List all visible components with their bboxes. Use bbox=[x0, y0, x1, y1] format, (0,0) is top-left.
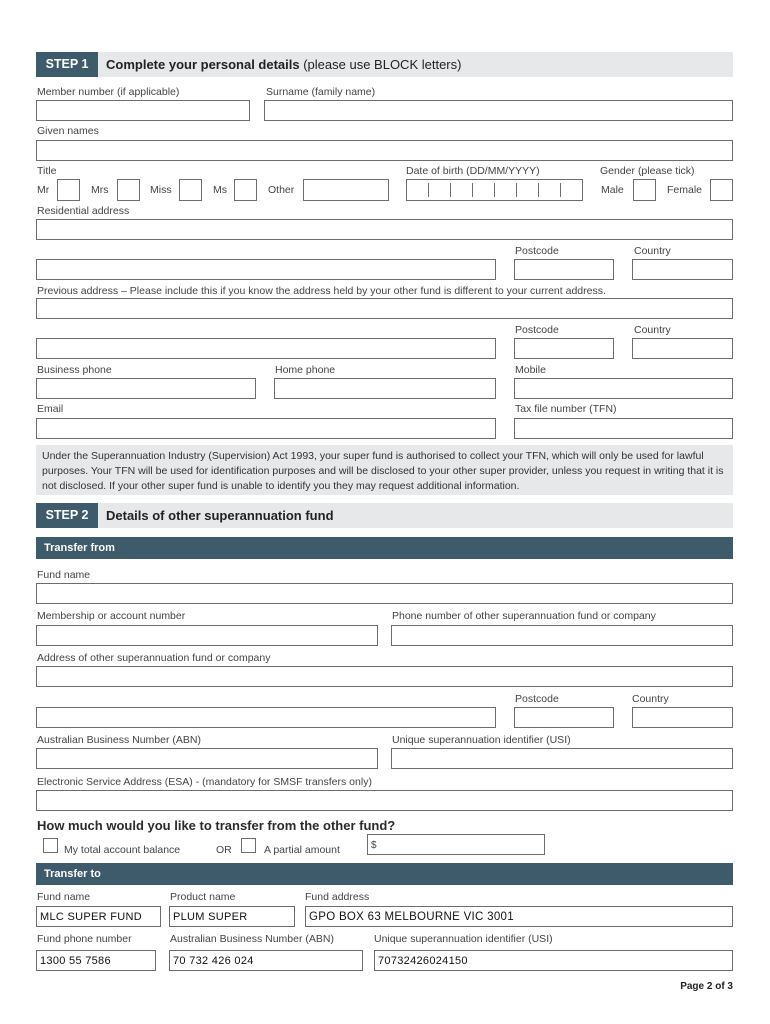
fund-country-label: Country bbox=[632, 693, 669, 705]
tfn-notice: Under the Superannuation Industry (Supervision) Act 1993, your super fund is authorised to collect your TFN, which will only be used for lawful purposes. Your TFN will be used for identification purposes and will be disclosed to your other super provider, unless you request in writing that it is not disclosed. If your other super fund is unable to identify you they may request additional information. bbox=[36, 445, 733, 495]
usi-input[interactable] bbox=[391, 748, 733, 769]
title-other-input[interactable] bbox=[303, 179, 389, 201]
to-address-label: Fund address bbox=[305, 891, 370, 903]
esa-label: Electronic Service Address (ESA) - (mandatory for SMSF transfers only) bbox=[37, 776, 372, 788]
to-abn-label: Australian Business Number (ABN) bbox=[170, 933, 334, 945]
membership-label: Membership or account number bbox=[37, 610, 186, 622]
to-fund-name-label: Fund name bbox=[37, 891, 91, 903]
to-phone-input[interactable] bbox=[36, 950, 156, 971]
title-mr-label: Mr bbox=[37, 184, 50, 196]
total-balance-checkbox[interactable] bbox=[43, 838, 58, 853]
residential-postcode-input[interactable] bbox=[514, 259, 614, 280]
residential-postcode-label: Postcode bbox=[515, 245, 559, 257]
gender-male-checkbox[interactable] bbox=[633, 179, 656, 201]
previous-postcode-label: Postcode bbox=[515, 324, 559, 336]
to-abn-input[interactable] bbox=[169, 950, 363, 971]
title-mr-checkbox[interactable] bbox=[57, 179, 80, 201]
mobile-label: Mobile bbox=[515, 364, 546, 376]
total-balance-label: My total account balance bbox=[64, 844, 181, 856]
fund-phone-label: Phone number of other superannuation fund or company bbox=[392, 610, 656, 622]
to-usi-value: 70732426024150 bbox=[378, 955, 468, 967]
previous-address-label: Previous address – Please include this if you know the address held by your other fund is different to your current address. bbox=[37, 285, 606, 297]
page-number: Page 2 of 3 bbox=[680, 981, 733, 992]
fund-name-label: Fund name bbox=[37, 569, 91, 581]
residential-country-input[interactable] bbox=[632, 259, 733, 280]
given-names-label: Given names bbox=[37, 125, 99, 137]
gender-male-label: Male bbox=[601, 184, 624, 196]
fund-address-input-2[interactable] bbox=[36, 707, 496, 728]
step2-badge: STEP 2 bbox=[36, 503, 98, 528]
step1-header bbox=[36, 52, 733, 77]
previous-address-input-2[interactable] bbox=[36, 338, 496, 359]
abn-label: Australian Business Number (ABN) bbox=[37, 734, 201, 746]
to-usi-label: Unique superannuation identifier (USI) bbox=[374, 933, 553, 945]
member-number-input[interactable] bbox=[36, 100, 250, 121]
to-product-input[interactable] bbox=[169, 906, 295, 927]
dob-input[interactable] bbox=[406, 179, 583, 201]
gender-label: Gender (please tick) bbox=[600, 165, 695, 177]
fund-postcode-label: Postcode bbox=[515, 693, 559, 705]
to-usi-input[interactable] bbox=[374, 950, 733, 971]
dollar-sign: $ bbox=[371, 840, 377, 851]
fund-address-label: Address of other superannuation fund or company bbox=[37, 652, 271, 664]
to-address-input[interactable] bbox=[305, 906, 733, 927]
or-label: OR bbox=[216, 844, 232, 856]
surname-label: Surname (family name) bbox=[266, 86, 376, 98]
email-input[interactable] bbox=[36, 418, 496, 439]
to-address-value: GPO BOX 63 MELBOURNE VIC 3001 bbox=[309, 911, 514, 923]
transfer-from-bar: Transfer from bbox=[36, 537, 733, 559]
previous-country-input[interactable] bbox=[632, 338, 733, 359]
esa-input[interactable] bbox=[36, 790, 733, 811]
fund-country-input[interactable] bbox=[632, 707, 733, 728]
transfer-to-bar: Transfer to bbox=[36, 863, 733, 885]
partial-amount-input[interactable] bbox=[367, 834, 545, 855]
title-mrs-checkbox[interactable] bbox=[117, 179, 140, 201]
step1-badge: STEP 1 bbox=[36, 52, 98, 77]
tfn-label: Tax file number (TFN) bbox=[515, 403, 617, 415]
to-phone-label: Fund phone number bbox=[37, 933, 132, 945]
gender-female-label: Female bbox=[667, 184, 703, 196]
home-phone-label: Home phone bbox=[275, 364, 336, 376]
partial-amount-checkbox[interactable] bbox=[241, 838, 256, 853]
business-phone-label: Business phone bbox=[37, 364, 112, 376]
usi-label: Unique superannuation identifier (USI) bbox=[392, 734, 571, 746]
step1-title: Complete your personal details (please use BLOCK letters) bbox=[106, 57, 462, 72]
previous-address-input-1[interactable] bbox=[36, 298, 733, 319]
title-label: Title bbox=[37, 165, 57, 177]
step2-title: Details of other superannuation fund bbox=[106, 508, 334, 523]
member-number-label: Member number (if applicable) bbox=[37, 86, 180, 98]
fund-postcode-input[interactable] bbox=[514, 707, 614, 728]
fund-name-input[interactable] bbox=[36, 583, 733, 604]
residential-address-input-2[interactable] bbox=[36, 259, 496, 280]
business-phone-input[interactable] bbox=[36, 378, 256, 399]
residential-country-label: Country bbox=[634, 245, 671, 257]
title-ms-checkbox[interactable] bbox=[234, 179, 257, 201]
membership-input[interactable] bbox=[36, 625, 378, 646]
email-label: Email bbox=[37, 403, 64, 415]
abn-input[interactable] bbox=[36, 748, 378, 769]
title-mrs-label: Mrs bbox=[91, 184, 109, 196]
transfer-question: How much would you like to transfer from the other fund? bbox=[37, 818, 396, 833]
to-product-label: Product name bbox=[170, 891, 236, 903]
dob-label: Date of birth (DD/MM/YYYY) bbox=[406, 165, 540, 177]
title-ms-label: Ms bbox=[213, 184, 227, 196]
tfn-input[interactable] bbox=[514, 418, 733, 439]
partial-amount-label: A partial amount bbox=[264, 844, 340, 856]
previous-postcode-input[interactable] bbox=[514, 338, 614, 359]
surname-input[interactable] bbox=[264, 100, 733, 121]
title-other-label: Other bbox=[268, 184, 295, 196]
fund-address-input-1[interactable] bbox=[36, 666, 733, 687]
gender-female-checkbox[interactable] bbox=[710, 179, 733, 201]
to-fund-name-input[interactable] bbox=[36, 906, 161, 927]
residential-address-input-1[interactable] bbox=[36, 219, 733, 240]
previous-country-label: Country bbox=[634, 324, 671, 336]
home-phone-input[interactable] bbox=[274, 378, 496, 399]
to-phone-value: 1300 55 7586 bbox=[40, 955, 111, 967]
title-miss-checkbox[interactable] bbox=[179, 179, 202, 201]
given-names-input[interactable] bbox=[36, 140, 733, 161]
title-miss-label: Miss bbox=[150, 184, 172, 196]
to-abn-value: 70 732 426 024 bbox=[173, 955, 254, 967]
to-product-value: PLUM SUPER bbox=[173, 911, 248, 923]
residential-label: Residential address bbox=[37, 205, 130, 217]
mobile-input[interactable] bbox=[514, 378, 733, 399]
to-fund-name-value: MLC SUPER FUND bbox=[40, 911, 142, 923]
step2-header bbox=[36, 503, 733, 528]
fund-phone-input[interactable] bbox=[391, 625, 733, 646]
